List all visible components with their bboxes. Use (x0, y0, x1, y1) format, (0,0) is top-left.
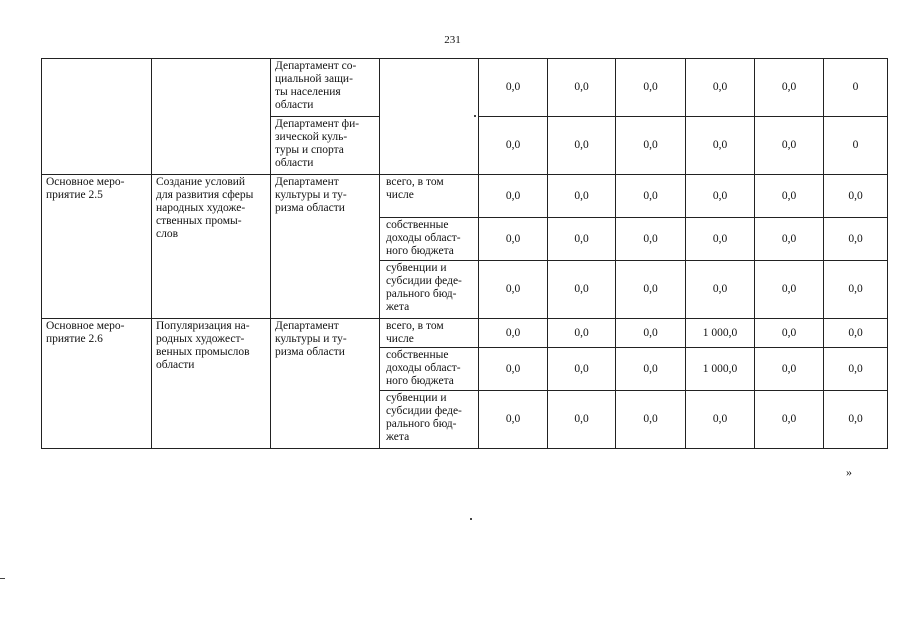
executor-cell: Департамент культуры и ту- ризма области (271, 319, 380, 449)
event-code-cell: Основное меро- приятие 2.5 (42, 175, 152, 319)
value-cell: 0,0 (755, 348, 824, 391)
value-cell: 1 000,0 (686, 348, 755, 391)
value-cell: 0,0 (479, 319, 548, 348)
event-code-cell: Основное меро- приятие 2.6 (42, 319, 152, 449)
executor-cell: Департамент со- циальной защи- ты населения области (271, 59, 380, 117)
value-cell: 0,0 (479, 218, 548, 261)
value-cell: 0,0 (755, 117, 824, 175)
value-cell: 0,0 (479, 261, 548, 319)
value-cell: 0,0 (824, 261, 888, 319)
event-code-cell (42, 59, 152, 175)
value-cell: 0,0 (755, 319, 824, 348)
value-cell: 0,0 (686, 218, 755, 261)
value-cell: 0,0 (616, 117, 686, 175)
value-cell: 0,0 (755, 391, 824, 449)
value-cell: 0,0 (824, 348, 888, 391)
value-cell: 0,0 (548, 391, 616, 449)
value-cell: 0,0 (548, 117, 616, 175)
executor-cell: Департамент фи- зической куль- туры и спорта области (271, 117, 380, 175)
source-cell: собственные доходы област- ного бюджета (380, 218, 479, 261)
source-cell: всего, в том числе (380, 175, 479, 218)
scan-speck (474, 115, 476, 117)
source-cell (380, 59, 479, 175)
value-cell: 0,0 (686, 59, 755, 117)
table-row (42, 319, 888, 348)
value-cell: 0,0 (479, 117, 548, 175)
value-cell: 0,0 (824, 319, 888, 348)
value-cell: 0,0 (479, 391, 548, 449)
value-cell: 0,0 (686, 391, 755, 449)
event-name-cell (152, 59, 271, 175)
value-cell: 0,0 (755, 59, 824, 117)
scan-speck (470, 518, 472, 520)
value-cell: 0,0 (824, 175, 888, 218)
value-cell: 0,0 (616, 391, 686, 449)
event-name-cell: Создание условий для развития сферы народных художе- ственных промы- слов (152, 175, 271, 319)
value-cell: 0,0 (616, 319, 686, 348)
source-cell: всего, в том числе (380, 319, 479, 348)
page-number: 231 (444, 34, 461, 46)
value-cell: 0,0 (548, 261, 616, 319)
value-cell: 0,0 (616, 348, 686, 391)
closing-quote: » (846, 465, 852, 479)
value-cell: 0,0 (686, 261, 755, 319)
value-cell: 0,0 (755, 175, 824, 218)
value-cell: 0,0 (616, 261, 686, 319)
value-cell: 0,0 (755, 261, 824, 319)
value-cell: 0,0 (755, 218, 824, 261)
source-cell: субвенции и субсидии феде- рального бюд- жета (380, 391, 479, 449)
value-cell: 0,0 (548, 175, 616, 218)
value-cell: 1 000,0 (686, 319, 755, 348)
value-cell: 0,0 (548, 218, 616, 261)
value-cell: 0,0 (548, 348, 616, 391)
value-cell: 0,0 (686, 117, 755, 175)
budget-table (41, 58, 888, 449)
table-row (42, 59, 888, 117)
source-cell: субвенции и субсидии феде- рального бюд- жета (380, 261, 479, 319)
value-cell: 0,0 (548, 59, 616, 117)
event-name-cell: Популяризация на- родных художест- венных промыслов области (152, 319, 271, 449)
source-cell: собственные доходы област- ного бюджета (380, 348, 479, 391)
table-row (42, 175, 888, 218)
executor-cell: Департамент культуры и ту- ризма области (271, 175, 380, 319)
value-cell: 0,0 (616, 59, 686, 117)
value-cell: 0,0 (824, 218, 888, 261)
value-cell: 0,0 (616, 175, 686, 218)
value-cell: 0,0 (686, 175, 755, 218)
value-cell: 0,0 (479, 348, 548, 391)
value-cell: 0 (824, 117, 888, 175)
scan-mark (0, 578, 5, 579)
value-cell: 0,0 (479, 59, 548, 117)
value-cell: 0 (824, 59, 888, 117)
value-cell: 0,0 (824, 391, 888, 449)
value-cell: 0,0 (548, 319, 616, 348)
value-cell: 0,0 (479, 175, 548, 218)
value-cell: 0,0 (616, 218, 686, 261)
